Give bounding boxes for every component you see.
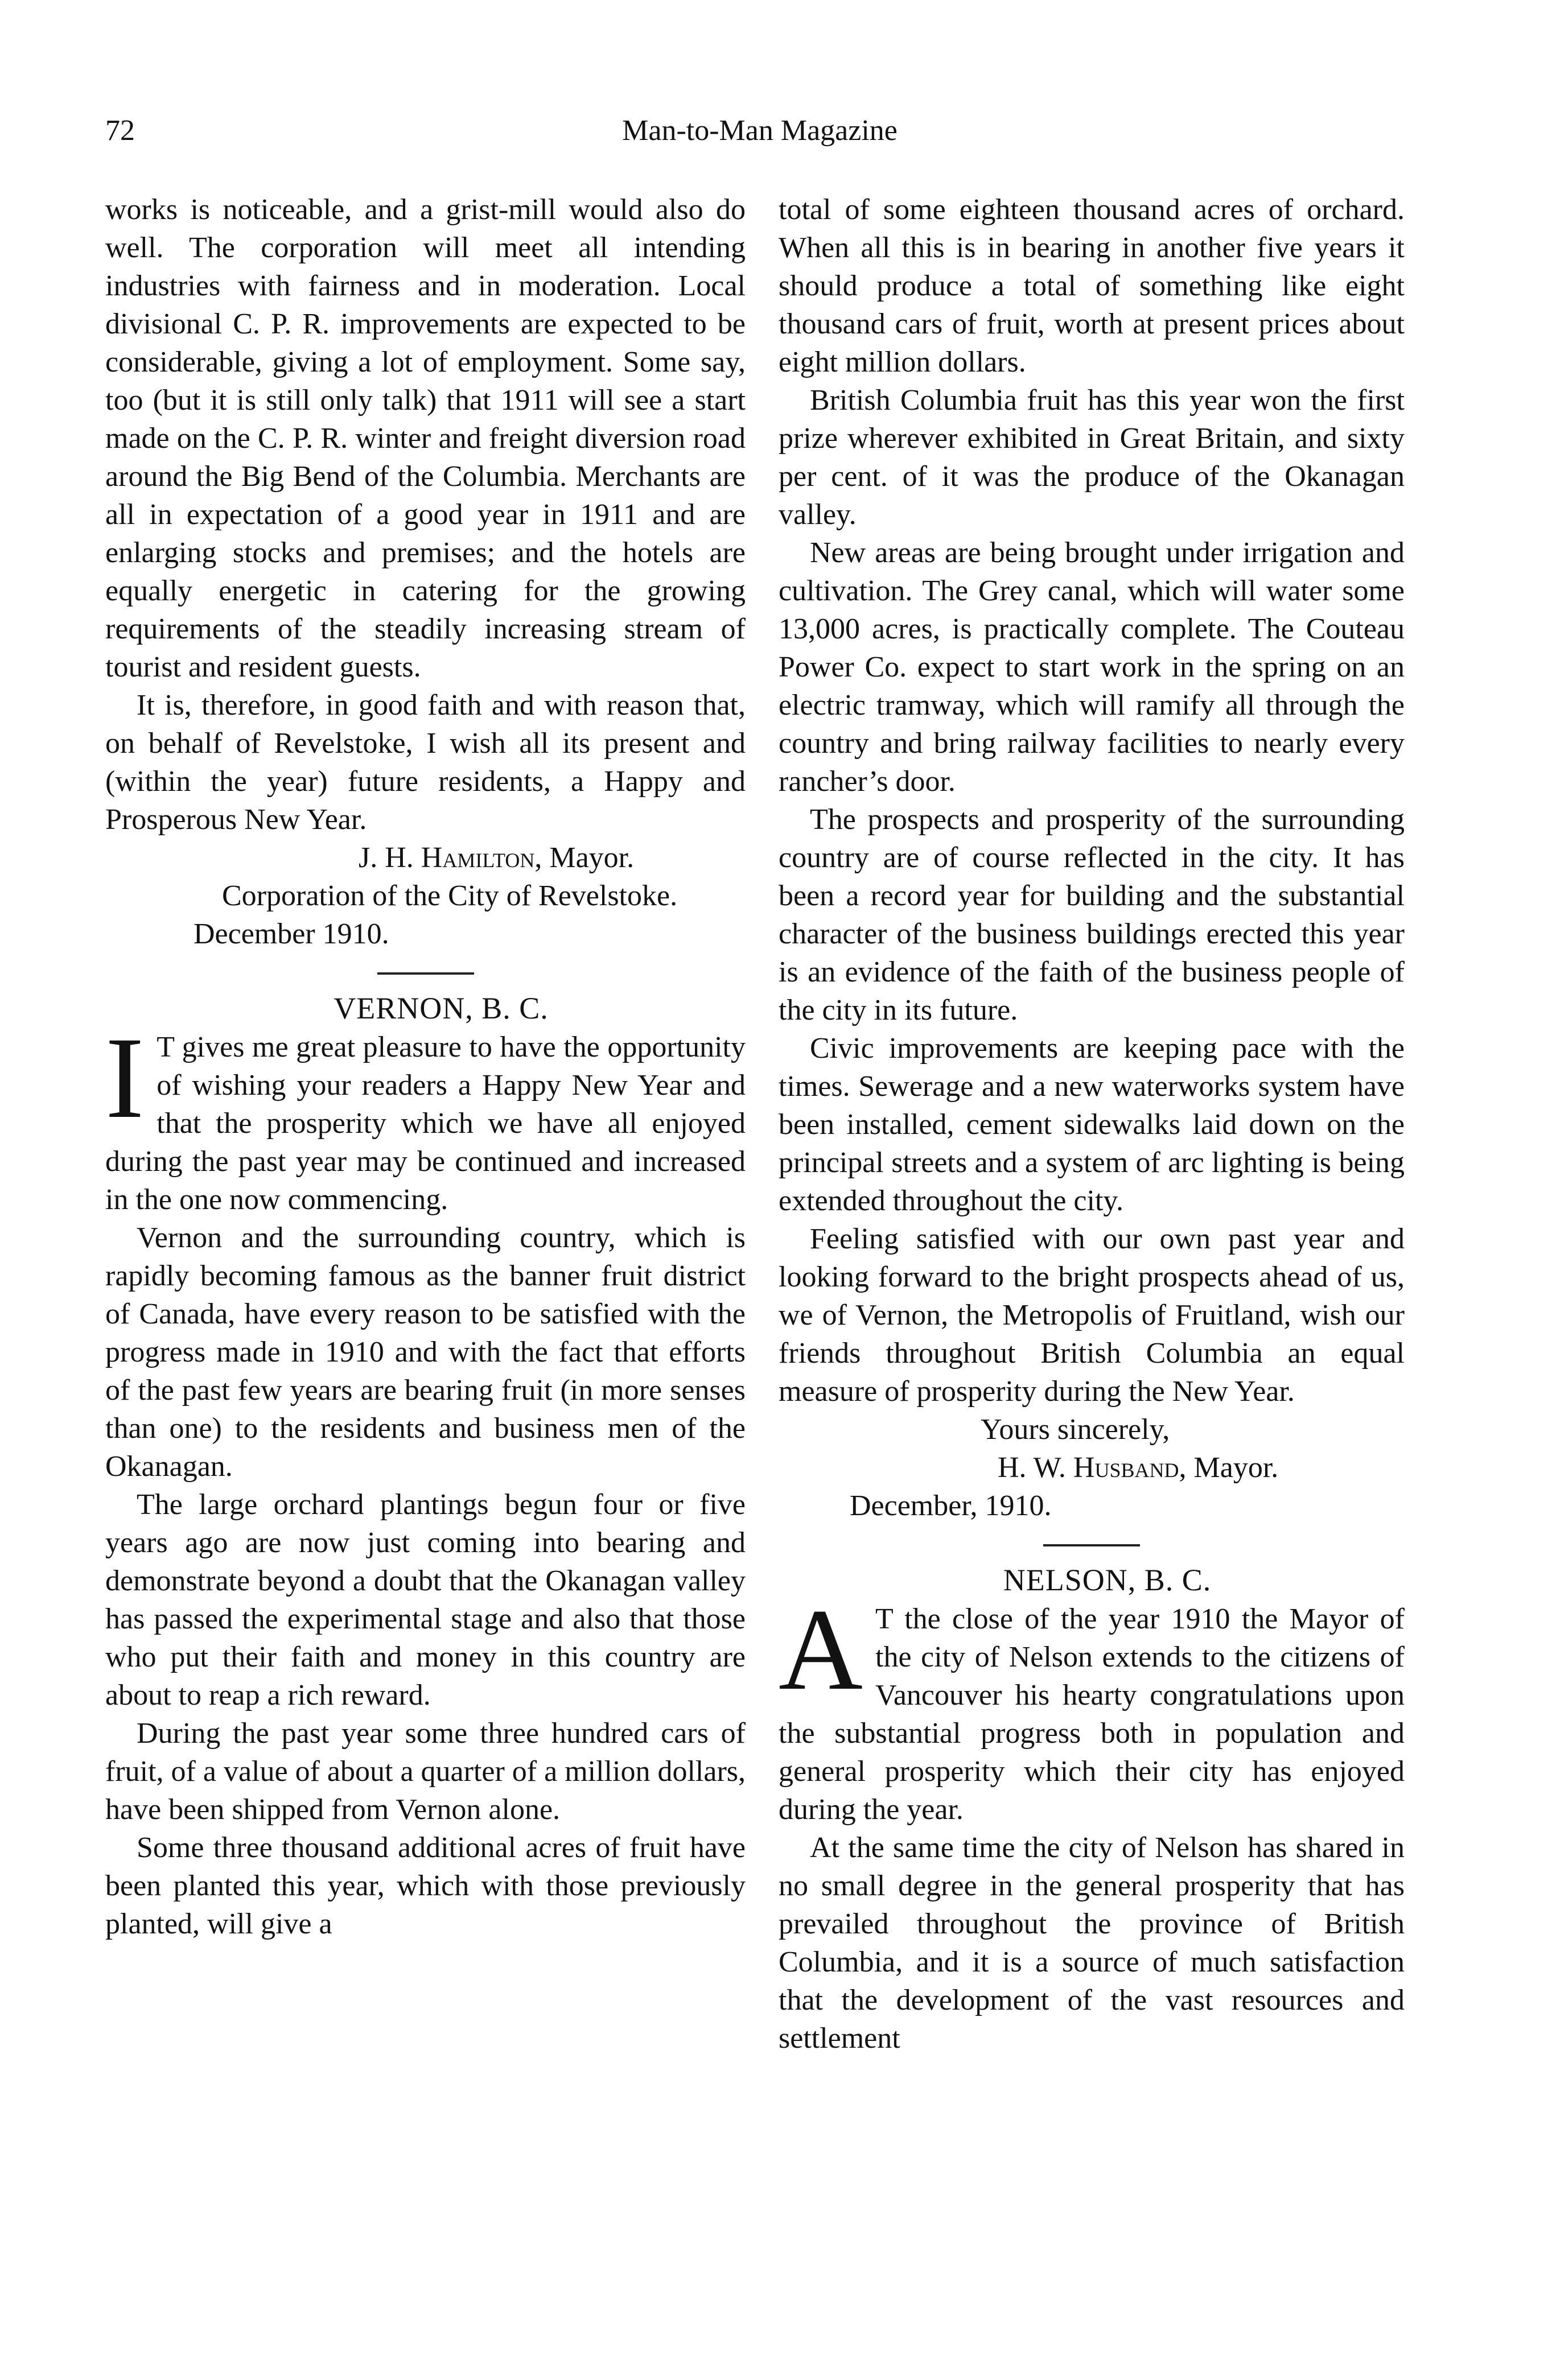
vernon-heading: VERNON, B. C. bbox=[334, 991, 549, 1025]
section-divider bbox=[377, 972, 474, 975]
signature-title: Mayor. bbox=[1186, 1451, 1279, 1484]
vernon-paragraph: Feeling satisfied with our own past year and looking forward to the bright prospects ahead of us, we of Vernon, the Metropolis of Fruitland, wish our friends throughout British Columbia an equal measure of prosperity during the New Year. bbox=[779, 1223, 1405, 1408]
vernon-paragraph: New areas are being brought under irrigation and cultivation. The Grey canal, which will water some 13,000 acres, is practically complete. The Couteau Power Co. expect to start work in the spring on an electric tramway, which will ramify all through the country and bring railway facilities to nearly every rancher’s door. bbox=[779, 537, 1405, 798]
vernon-paragraph bbox=[105, 1013, 746, 1219]
vernon-paragraph: British Columbia fruit has this year won the first prize wherever exhibited in Great Britain, and sixty per cent. of it was the produce of the Okanagan valley. bbox=[779, 384, 1405, 531]
nelson-heading: NELSON, B. C. bbox=[1003, 1563, 1212, 1597]
nelson-paragraph: At the same time the city of Nelson has shared in no small degree in the general prosperity that has prevailed throughout the province of British Columbia, and it is a source of much satisfaction that the development of the vast resources and settlement bbox=[779, 1832, 1405, 2055]
signature-name: J. H. Hamilton, bbox=[359, 842, 542, 874]
signature-title: Mayor. bbox=[542, 842, 635, 874]
vernon-closing: Yours sincerely, bbox=[981, 1413, 1170, 1446]
signature-name: H. W. Husband, bbox=[998, 1451, 1187, 1484]
page-number: 72 bbox=[105, 114, 135, 147]
vernon-signature-date: December, 1910. bbox=[850, 1490, 1052, 1522]
nelson-paragraph-text: T the close of the year 1910 the Mayor of the city of Nelson extends to the citizens of Vancouver his hearty congratulations upon the substantial progress both in population and general prosperity which their city has enjoyed during the year. bbox=[779, 1603, 1405, 1826]
vernon-paragraph-text: T gives me great pleasure to have the opportunity of wishing your readers a Happy New Year and that the prosperity which we have all enjoyed during the past year may be continued and increased in the one now commencing. bbox=[105, 1031, 746, 1216]
vernon-paragraph: The large orchard plantings begun four or five years ago are now just coming into bearing and demonstrate beyond a doubt that the Okanagan valley has passed the experimental stage and also that those who put their faith and money in this country are about to reap a rich reward. bbox=[105, 1488, 746, 1711]
vernon-paragraph: total of some eighteen thousand acres of orchard. When all this is in bearing in another five years it should produce a total of something like eight thousand cars of fruit, worth at present prices about eight million dollars. bbox=[779, 193, 1405, 378]
vernon-paragraph: The prospects and prosperity of the surrounding country are of course reflected in the city. It has been a record year for building and the substantial character of the business buildings erected this year is an evidence of the faith of the business people of the city in its future. bbox=[779, 803, 1405, 1026]
revelstoke-paragraph: works is noticeable, and a grist-mill would also do well. The corporation will meet all intending industries with fairness and in moderation. Local divisional C. P. R. improvements are expected to be considerable, giving a lot of employment. Some say, too (but it is still only talk) that 1911 will see a start made on the C. P. R. winter and freight diversion road around the Big Bend of the Columbia. Merchants are all in expectation of a good year in 1911 and are enlarging stocks and premises; and the hotels are equally energetic in catering for the growing requirements of the steadily increasing stream of tourist and resident guests. bbox=[105, 193, 746, 683]
revelstoke-signature-org: Corporation of the City of Revelstoke. bbox=[222, 880, 678, 912]
nelson-paragraph bbox=[779, 1585, 1405, 1829]
vernon-signature bbox=[779, 1449, 1405, 1487]
right-column bbox=[779, 191, 1405, 2057]
section-divider bbox=[1043, 1544, 1140, 1546]
vernon-paragraph: During the past year some three hundred cars of fruit, of a value of about a quarter of a million dollars, have been shipped from Vernon alone. bbox=[105, 1717, 746, 1826]
drop-cap: A bbox=[779, 1585, 863, 1714]
vernon-paragraph: Civic improvements are keeping pace with the times. Sewerage and a new waterworks system have been installed, cement sidewalks laid down on the principal streets and a system of arc lighting is being extended throughout the city. bbox=[779, 1032, 1405, 1217]
vernon-paragraph: Vernon and the surrounding country, which is rapidly becoming famous as the banner fruit district of Canada, have every reason to be satisfied with the progress made in 1910 and with the fact that efforts of the past few years are bearing fruit (in more senses than one) to the residents and business men of the Okanagan. bbox=[105, 1222, 746, 1483]
running-title: Man-to-Man Magazine bbox=[622, 114, 898, 147]
revelstoke-signature-date: December 1910. bbox=[194, 918, 389, 950]
page-header bbox=[105, 111, 1414, 151]
revelstoke-paragraph: It is, therefore, in good faith and with reason that, on behalf of Revelstoke, I wish all its present and (within the year) future residents, a Happy and Prosperous New Year. bbox=[105, 689, 746, 836]
revelstoke-signature bbox=[105, 839, 746, 877]
left-column bbox=[105, 191, 746, 1943]
vernon-paragraph: Some three thousand additional acres of fruit have been planted this year, which with those previously planted, will give a bbox=[105, 1832, 746, 1940]
drop-cap: I bbox=[105, 1013, 145, 1142]
